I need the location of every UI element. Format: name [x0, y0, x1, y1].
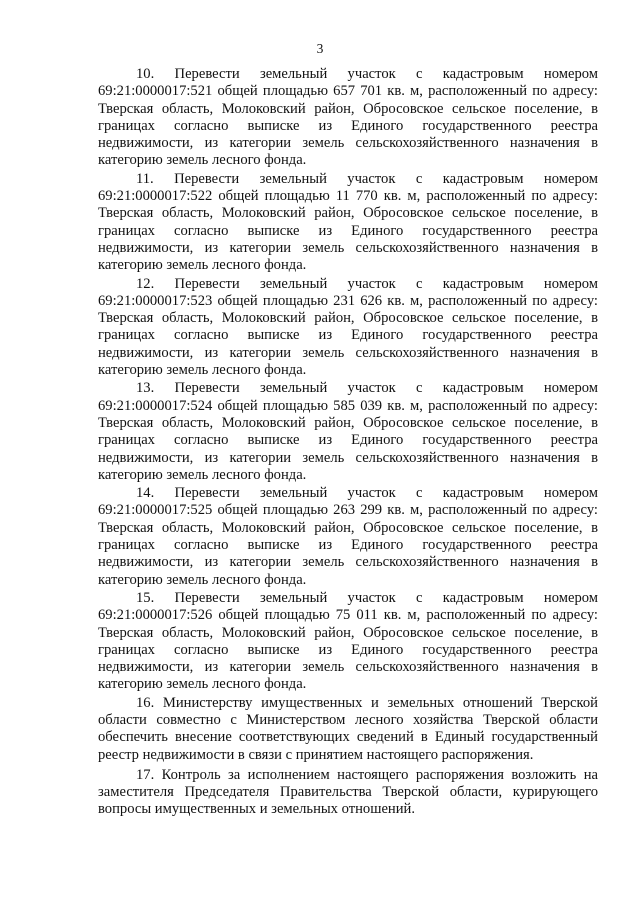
paragraph-11: [98, 171, 598, 275]
paragraph-14: [98, 485, 598, 589]
document-body: [98, 66, 598, 822]
paragraph-text: 12. Перевести земельный участок с кадастровым номером 69:21:0000017:523 общей площадью 231 626 кв. м, расположенный по адресу: Тверская область, Молоковский район, Обросовское сельское поселение, в границах согласно выписке из Единого государственного реестра недвижимости, из категории земель сельскохозяйственного назначения в категорию земель лесного фонда.: [98, 275, 598, 379]
paragraph-text: 14. Перевести земельный участок с кадастровым номером 69:21:0000017:525 общей площадью 263 299 кв. м, расположенный по адресу: Тверская область, Молоковский район, Обросовское сельское поселение, в границах согласно выписке из Единого государственного реестра недвижимости, из категории земель сельскохозяйственного назначения в категорию земель лесного фонда.: [98, 485, 598, 588]
paragraph-text: 16. Министерству имущественных и земельных отношений Тверской области совместно с Министерством лесного хозяйства Тверской области обеспечить внесение соответствующих сведений в Единый государственный реестр недвижимости в связи с принятием настоящего распоряжения.: [98, 694, 598, 763]
paragraph-12: [98, 276, 598, 380]
paragraph-text: 17. Контроль за исполнением настоящего распоряжения возложить на заместителя Председателя Правительства Тверской области, курирующего вопросы имущественных и земельных отношений.: [98, 766, 598, 818]
paragraph-17: [98, 767, 598, 819]
paragraph-13: [98, 380, 598, 484]
paragraph-16: [98, 695, 598, 764]
paragraph-text: 10. Перевести земельный участок с кадастровым номером 69:21:0000017:521 общей площадью 657 701 кв. м, расположенный по адресу: Тверская область, Молоковский район, Обросовское сельское поселение, в границах согласно выписке из Единого государственного реестра недвижимости, из категории земель сельскохозяйственного назначения в категорию земель лесного фонда.: [98, 66, 598, 169]
paragraph-text: 13. Перевести земельный участок с кадастровым номером 69:21:0000017:524 общей площадью 585 039 кв. м, расположенный по адресу: Тверская область, Молоковский район, Обросовское сельское поселение, в границах согласно выписке из Единого государственного реестра недвижимости, из категории земель сельскохозяйственного назначения в категорию земель лесного фонда.: [98, 380, 598, 483]
paragraph-text: 15. Перевести земельный участок с кадастровым номером 69:21:0000017:526 общей площадью 75 011 кв. м, расположенный по адресу: Тверская область, Молоковский район, Обросовское сельское поселение, в границах согласно выписке из Единого государственного реестра недвижимости, из категории земель сельскохозяйственного назначения в категорию земель лесного фонда.: [98, 589, 598, 693]
paragraph-10: [98, 66, 598, 170]
paragraph-15: [98, 590, 598, 694]
page-number: 3: [316, 41, 324, 56]
paragraph-text: 11. Перевести земельный участок с кадастровым номером 69:21:0000017:522 общей площадью 11 770 кв. м, расположенный по адресу: Тверская область, Молоковский район, Обросовское сельское поселение, в границах согласно выписке из Единого государственного реестра недвижимости, из категории земель сельскохозяйственного назначения в категорию земель лесного фонда.: [98, 170, 598, 274]
